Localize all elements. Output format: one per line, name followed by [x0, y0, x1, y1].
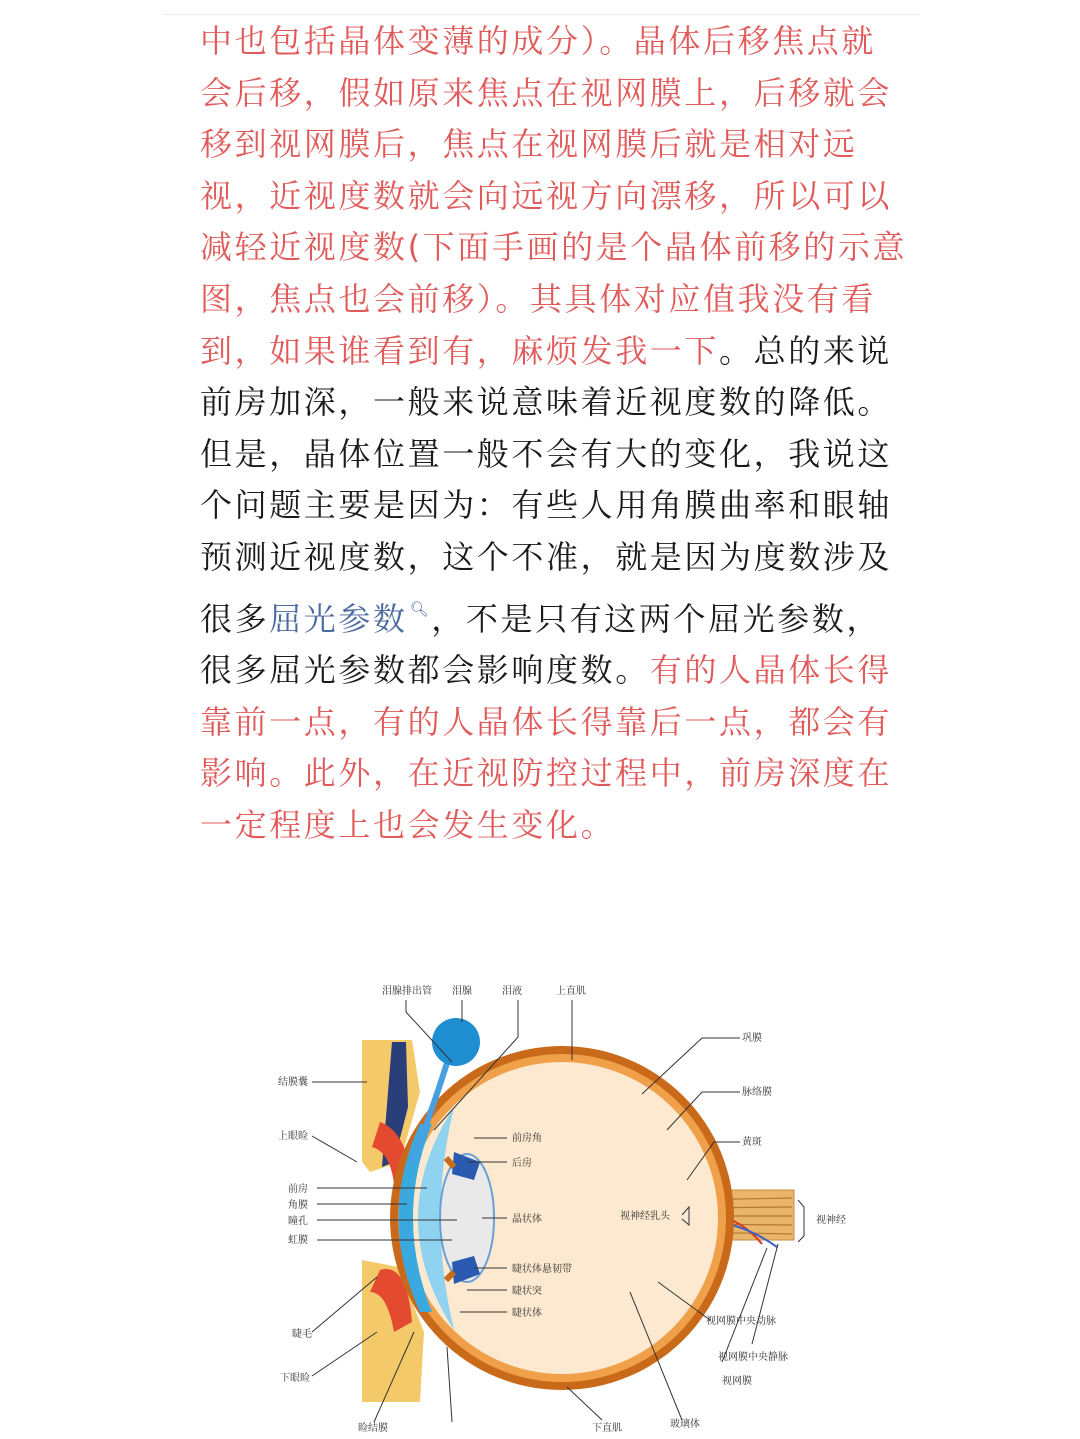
text-line	[200, 326, 893, 378]
label-choroid: 脉络膜	[742, 1087, 772, 1098]
label-inferior-rectus: 下直肌	[592, 1423, 622, 1434]
label-optic-disc: 视神经乳头	[620, 1211, 670, 1222]
label-upper-eyelid: 上眼睑	[278, 1131, 308, 1142]
article-body	[200, 16, 908, 852]
label-posterior-chamber: 后房	[512, 1158, 532, 1169]
red-text: 图，焦点也会前移）。其具体对应值我没有看	[200, 279, 877, 318]
label-retina: 视网膜	[722, 1376, 752, 1387]
label-ciliary-body: 睫状体	[512, 1308, 542, 1319]
text-line	[200, 377, 893, 429]
body-text: 很多	[200, 599, 270, 638]
label-central-artery: 视网膜中央动脉	[706, 1316, 776, 1327]
label-eyelash: 睫毛	[292, 1329, 312, 1340]
refraction-parameter-link[interactable]: 屈光参数	[269, 599, 408, 638]
text-line	[200, 748, 893, 800]
text-line	[200, 697, 893, 749]
text-line	[200, 800, 890, 852]
top-divider	[162, 14, 920, 15]
label-cornea: 角膜	[288, 1200, 308, 1211]
label-lens: 晶状体	[512, 1214, 542, 1225]
label-iris: 虹膜	[288, 1235, 308, 1246]
label-central-vein: 视网膜中央静脉	[718, 1352, 788, 1363]
search-icon[interactable]: 🔍︎	[409, 599, 432, 618]
text-line	[200, 16, 890, 68]
eye-anatomy-figure	[162, 862, 920, 1439]
body-text: 预测近视度数，这个不准，就是因为度数涉及	[200, 537, 893, 576]
label-palpebral-conjunctiva: 睑结膜	[358, 1423, 388, 1434]
text-line	[200, 68, 893, 120]
label-chamber-angle: 前房角	[512, 1133, 542, 1144]
label-lacrimal-duct: 泪腺排出管	[382, 986, 432, 997]
body-text: 很多屈光参数都会影响度数。	[200, 651, 650, 690]
label-lacrimal-gland: 泪腺	[452, 986, 472, 997]
red-text: 会后移，假如原来焦点在视网膜上，后移就会	[200, 73, 893, 112]
label-vitreous: 玻璃体	[670, 1419, 700, 1430]
eye-anatomy-diagram	[162, 862, 920, 1439]
text-line	[200, 222, 908, 274]
body-text: ，不是只有这两个屈光参数，	[431, 599, 882, 638]
label-lower-eyelid: 下眼睑	[280, 1373, 310, 1384]
red-text: 中也包括晶体变薄的成分）。晶体后移焦点就	[200, 22, 877, 60]
red-text: 影响。此外，在近视防控过程中，前房深度在	[200, 754, 893, 793]
red-text: 到，如果谁看到有，麻烦发我一下	[200, 331, 720, 370]
article-paragraph	[200, 16, 908, 852]
red-text: 一定程度上也会发生变化。	[200, 805, 616, 844]
body-text: 但是，晶体位置一般不会有大的变化，我说这	[200, 434, 893, 473]
red-text: 移到视网膜后，焦点在视网膜后就是相对远	[200, 125, 858, 164]
label-anterior-chamber: 前房	[288, 1184, 308, 1195]
text-line	[200, 171, 893, 223]
label-conjunctival-sac: 结膜囊	[278, 1077, 308, 1088]
label-zonule: 睫状体悬韧带	[512, 1264, 572, 1275]
text-line	[200, 532, 893, 584]
red-text: 视，近视度数就会向远视方向漂移，所以可以	[200, 176, 893, 215]
text-line	[200, 274, 890, 326]
text-line	[200, 584, 890, 646]
body-text: 个问题主要是因为：有些人用角膜曲率和眼轴	[200, 486, 893, 525]
body-text: 。总的来说	[719, 331, 893, 370]
label-pupil: 瞳孔	[288, 1216, 308, 1227]
label-superior-rectus: 上直肌	[556, 986, 586, 997]
label-macula: 黄斑	[742, 1137, 762, 1148]
text-line	[200, 645, 893, 697]
label-ciliary-process: 睫状突	[512, 1286, 542, 1297]
label-sclera: 巩膜	[742, 1033, 762, 1044]
eyeball-shape	[390, 1046, 734, 1390]
label-optic-nerve: 视神经	[816, 1215, 846, 1226]
red-text: 减轻近视度数(下面手画的是个晶体前移的示意	[200, 228, 908, 267]
label-tears: 泪液	[502, 986, 522, 997]
body-text: 前房加深，一般来说意味着近视度数的降低。	[200, 383, 893, 422]
text-line	[200, 429, 893, 481]
red-text: 有的人晶体长得	[649, 651, 893, 690]
text-line	[200, 480, 893, 532]
text-line	[200, 119, 890, 171]
red-text: 靠前一点，有的人晶体长得靠后一点，都会有	[200, 702, 893, 741]
